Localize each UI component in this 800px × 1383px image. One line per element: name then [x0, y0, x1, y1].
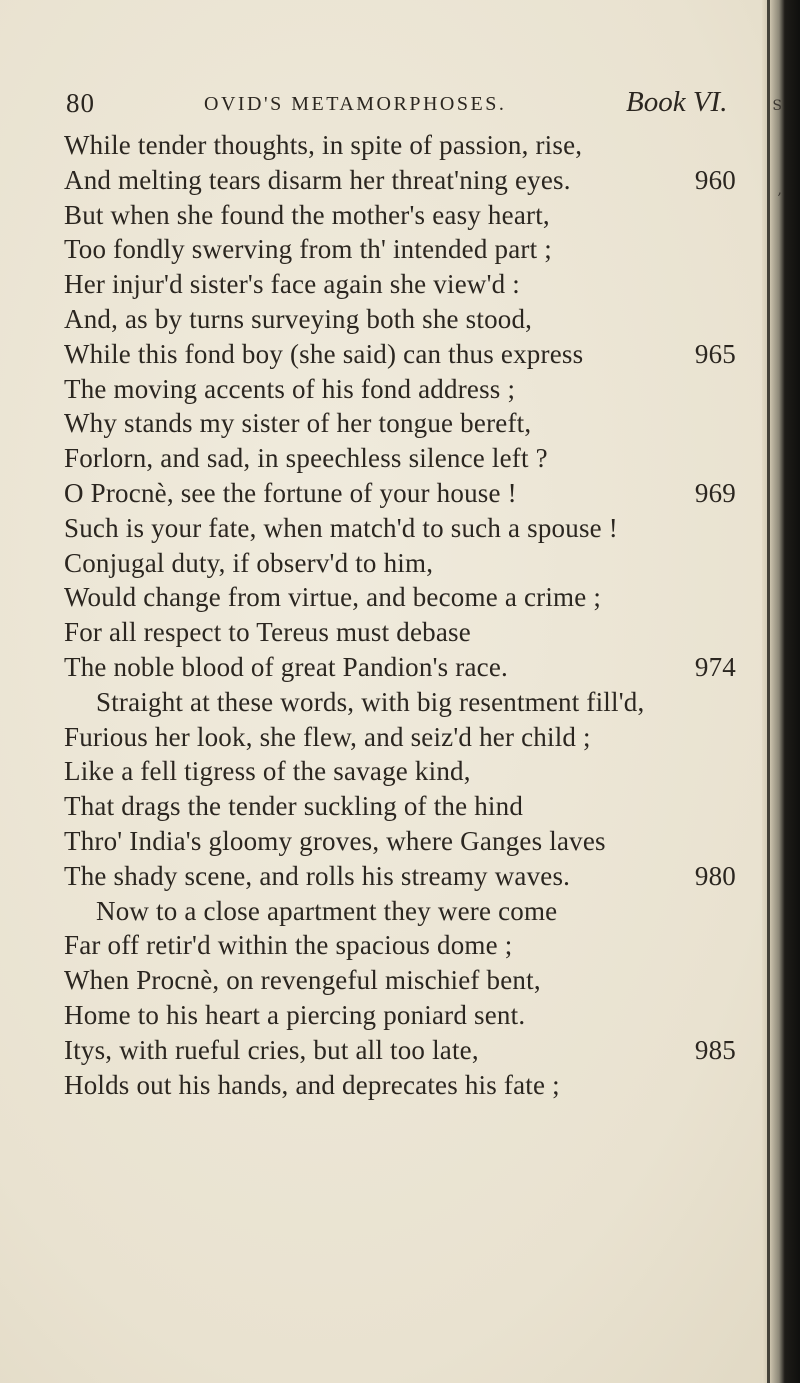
line-number: 965: [694, 338, 736, 369]
verse-line: [64, 198, 744, 233]
verse-line: [64, 720, 744, 755]
verse-text: And melting tears disarm her threat'ning eyes.: [64, 164, 571, 195]
verse-line: [64, 128, 744, 163]
margin-glyph: ,: [777, 182, 782, 198]
verse-text: While this fond boy (she said) can thus express: [64, 338, 584, 369]
verse-line: [64, 789, 744, 824]
verse-text: Furious her look, she flew, and seiz'd her child ;: [64, 721, 591, 752]
verse-line: [64, 859, 744, 894]
gutter-line: [767, 0, 770, 1383]
verse-line: [64, 998, 744, 1033]
book-reference: Book VI.: [626, 86, 728, 118]
verse-line: [64, 650, 744, 685]
verse-line: [64, 754, 744, 789]
verse-text: Such is your fate, when match'd to such a spouse !: [64, 512, 618, 543]
verse-text: The noble blood of great Pandion's race.: [64, 651, 508, 682]
verse-text: The shady scene, and rolls his streamy waves.: [64, 860, 571, 891]
verse-line: [64, 824, 744, 859]
verse-line: [64, 163, 744, 198]
verse-line: [64, 1033, 744, 1068]
verse-line: [64, 441, 744, 476]
verse-text: And, as by turns surveying both she stood,: [64, 303, 533, 334]
page-number: 80: [66, 88, 95, 118]
verse-text: Would change from virtue, and become a crime ;: [64, 582, 602, 613]
poem-text: [64, 128, 744, 1102]
line-number: 980: [694, 860, 736, 891]
verse-line: [64, 1068, 744, 1103]
verse-text: For all respect to Tereus must debase: [64, 617, 471, 648]
verse-text: Far off retir'd within the spacious dome ;: [64, 930, 513, 961]
line-number: 969: [694, 477, 736, 508]
verse-text: Thro' India's gloomy groves, where Ganges laves: [64, 825, 606, 856]
verse-line: [64, 928, 744, 963]
verse-line: [64, 232, 744, 267]
verse-text: Why stands my sister of her tongue bereft,: [64, 408, 532, 439]
running-title: OVID'S METAMORPHOSES.: [204, 93, 507, 115]
verse-text: Forlorn, and sad, in speechless silence left ?: [64, 443, 548, 474]
verse-line: [64, 406, 744, 441]
verse-text: While tender thoughts, in spite of passion, rise,: [64, 130, 583, 160]
verse-line: [64, 372, 744, 407]
verse-text: But when she found the mother's easy heart,: [64, 199, 550, 230]
verse-line: [64, 580, 744, 615]
verse-text: Her injur'd sister's face again she view'd :: [64, 269, 521, 300]
verse-text: Too fondly swerving from th' intended part ;: [64, 234, 552, 265]
verse-line: [64, 511, 744, 546]
verse-line: [64, 615, 744, 650]
verse-line: [64, 894, 744, 929]
page-header: [66, 88, 746, 120]
verse-text: Itys, with rueful cries, but all too late,: [64, 1034, 479, 1065]
verse-text: That drags the tender suckling of the hind: [64, 791, 524, 822]
verse-text: Conjugal duty, if observ'd to him,: [64, 547, 434, 578]
line-number: 960: [694, 164, 736, 195]
verse-line: [64, 546, 744, 581]
verse-line: [64, 476, 744, 511]
verse-line: [64, 685, 744, 720]
verse-text: The moving accents of his fond address ;: [64, 373, 516, 404]
line-number: 974: [694, 651, 736, 682]
verse-line: [64, 267, 744, 302]
verse-text: Like a fell tigress of the savage kind,: [64, 756, 471, 787]
verse-text: When Procnè, on revengeful mischief bent,: [64, 965, 541, 996]
verse-line: [64, 337, 744, 372]
verse-line: [64, 302, 744, 337]
verse-text: O Procnè, see the fortune of your house !: [64, 477, 517, 508]
verse-text: Now to a close apartment they were come: [96, 895, 558, 926]
verse-text: Home to his heart a piercing poniard sent.: [64, 999, 526, 1030]
verse-line: [64, 963, 744, 998]
verse-text: Straight at these words, with big resentment fill'd,: [96, 686, 645, 717]
verse-text: Holds out his hands, and deprecates his fate ;: [64, 1069, 560, 1100]
margin-glyph: S: [772, 98, 782, 114]
line-number: 985: [694, 1034, 736, 1065]
